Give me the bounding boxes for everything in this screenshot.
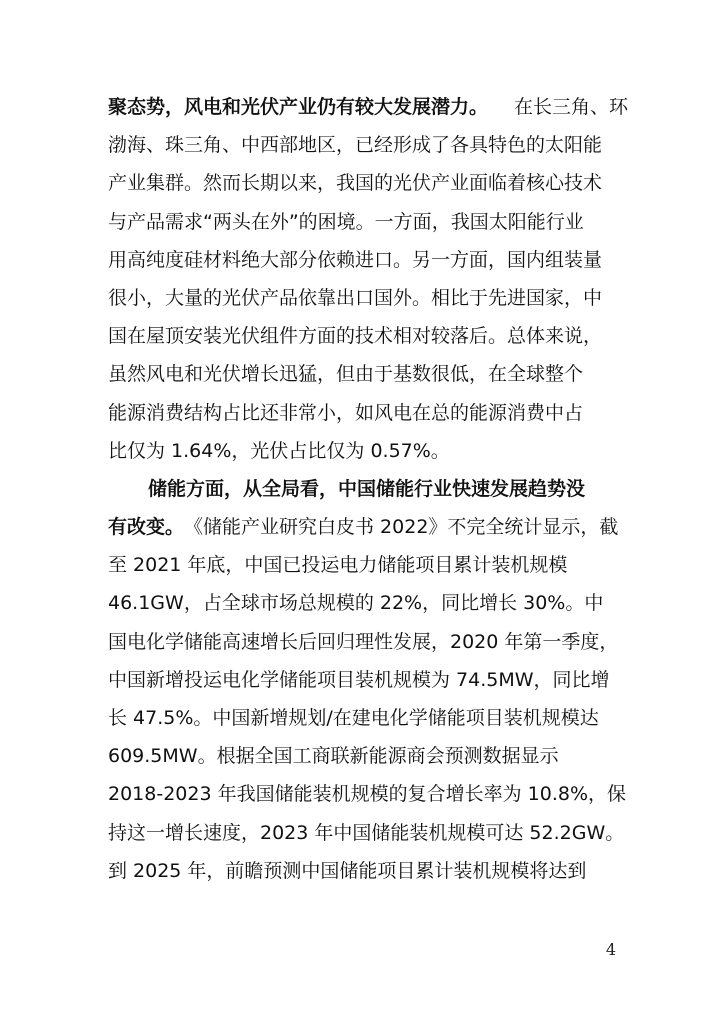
text-line xyxy=(108,355,628,393)
text-line xyxy=(108,699,628,737)
text-segment: 国电化学储能高速增长后回归理性发展，2020 年第一季度， xyxy=(108,630,619,653)
text-segment: 《储能产业研究白皮书 2022》不完全统计显示，截 xyxy=(184,516,619,539)
bold-lead-sentence: 储能方面，从全局看，中国储能行业快速发展趋势没 xyxy=(148,477,586,500)
text-segment: 国在屋顶安装光伏组件方面的技术相对较落后。总体来说， xyxy=(108,325,603,348)
text-segment: 持这一增长速度，2023 年中国储能装机规模可达 52.2GW。 xyxy=(108,821,625,844)
text-segment: 比仅为 1.64%，光伏占比仅为 0.57%。 xyxy=(108,439,450,462)
text-line xyxy=(108,508,628,546)
text-line xyxy=(108,88,628,126)
text-line xyxy=(108,814,628,852)
text-line xyxy=(108,470,628,508)
paragraph-energy-storage xyxy=(108,470,628,890)
text-segment: 能源消费结构占比还非常小，如风电在总的能源消费中占 xyxy=(108,401,584,424)
text-line xyxy=(108,241,628,279)
text-segment: 虽然风电和光伏增长迅猛，但由于基数很低，在全球整个 xyxy=(108,363,584,386)
page-number: 4 xyxy=(605,940,616,959)
text-segment: 46.1GW，占全球市场总规模的 22%，同比增长 30%。中 xyxy=(108,592,604,615)
text-segment: 中国新增投运电化学储能项目装机规模为 74.5MW，同比增 xyxy=(108,668,610,691)
text-segment: 长 47.5%。中国新增规划/在建电化学储能项目装机规模达 xyxy=(108,707,599,729)
text-segment: 2018-2023 年我国储能装机规模的复合增长率为 10.8%，保 xyxy=(108,783,627,806)
text-line xyxy=(108,394,628,432)
text-segment: 产业集群。然而长期以来，我国的光伏产业面临着核心技术 xyxy=(108,172,603,195)
text-segment: 到 2025 年，前瞻预测中国储能项目累计装机规模将达到 xyxy=(108,859,587,882)
text-line xyxy=(108,584,628,622)
text-segment: 渤海、珠三角、中西部地区，已经形成了各具特色的太阳能 xyxy=(108,134,603,157)
text-line xyxy=(108,126,628,164)
text-segment: 在长三角、环 xyxy=(513,96,628,118)
text-segment: 609.5MW。根据全国工商联新能源商会预测数据显示 xyxy=(108,745,559,768)
text-segment: 很小，大量的光伏产品依靠出口国外。相比于先进国家，中 xyxy=(108,286,603,309)
text-line xyxy=(108,775,628,813)
text-line xyxy=(108,279,628,317)
text-line xyxy=(108,317,628,355)
text-line xyxy=(108,432,628,470)
text-line xyxy=(108,164,628,202)
text-line xyxy=(108,203,628,241)
bold-lead-sentence: 有改变。 xyxy=(108,516,185,539)
text-line xyxy=(108,737,628,775)
text-line xyxy=(108,546,628,584)
bold-lead-sentence: 聚态势，风电和光伏产业仍有较大发展潜力。 xyxy=(108,96,489,118)
text-line xyxy=(108,661,628,699)
text-segment: 至 2021 年底，中国已投运电力储能项目累计装机规模 xyxy=(108,554,568,577)
paragraph-wind-solar xyxy=(108,88,628,470)
text-segment: 与产品需求“两头在外”的困境。一方面，我国太阳能行业 xyxy=(108,210,584,233)
body-text xyxy=(108,88,628,890)
text-line xyxy=(108,852,628,890)
text-line xyxy=(108,623,628,661)
text-segment: 用高纯度硅材料绝大部分依赖进口。另一方面，国内组装量 xyxy=(108,248,603,271)
